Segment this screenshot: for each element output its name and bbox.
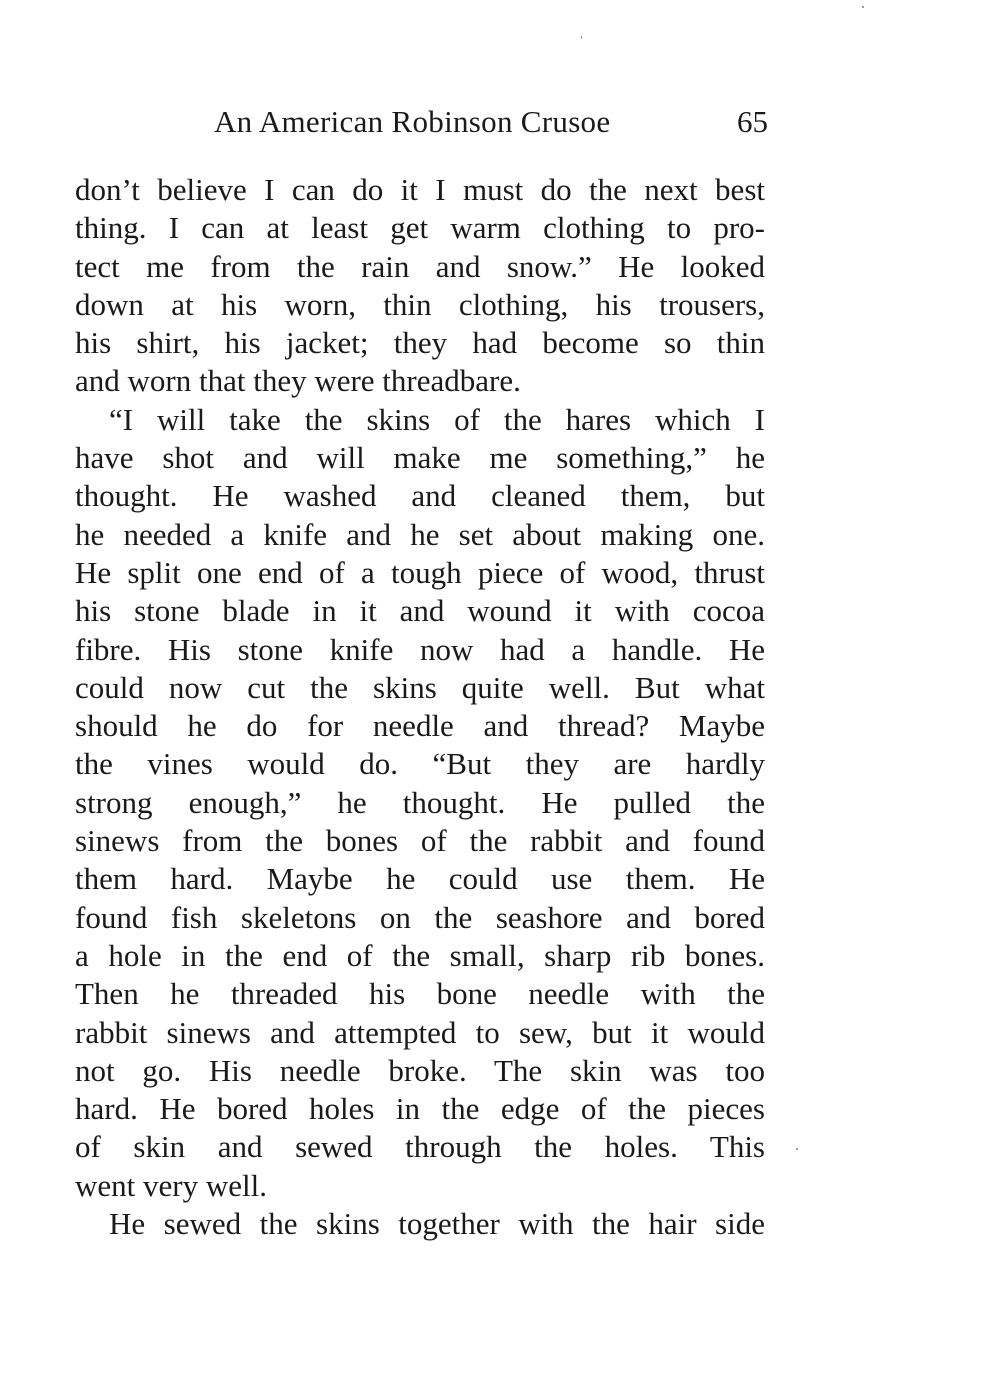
running-head: [0, 100, 981, 144]
text-line: sinews from the bones of the rabbit and found: [75, 823, 765, 859]
text-line: He sewed the skins together with the hair side: [109, 1206, 765, 1242]
text-line: strong enough,” he thought. He pulled the: [75, 784, 765, 820]
body-text: [75, 171, 765, 1243]
text-line: his stone blade in it and wound it with cocoa: [75, 593, 765, 629]
text-line: thing. I can at least get warm clothing to pro-: [75, 210, 765, 246]
text-line: the vines would do. “But they are hardly: [75, 746, 765, 782]
text-line: “I will take the skins of the hares which I: [109, 401, 765, 437]
text-line: a hole in the end of the small, sharp rib bones.: [75, 937, 765, 973]
text-line: fibre. His stone knife now had a handle. He: [75, 631, 765, 667]
text-line: Then he threaded his bone needle with the: [75, 976, 765, 1012]
text-line: tect me from the rain and snow.” He looked: [75, 248, 765, 284]
scan-speck: [796, 1148, 798, 1150]
scan-speck: [581, 36, 582, 39]
text-line: should he do for needle and thread? Maybe: [75, 708, 765, 744]
text-line: hard. He bored holes in the edge of the pieces: [75, 1091, 765, 1127]
text-line: He split one end of a tough piece of wood, thrust: [75, 554, 765, 590]
text-line: down at his worn, thin clothing, his trousers,: [75, 286, 765, 322]
text-line: thought. He washed and cleaned them, but: [75, 478, 765, 514]
text-line: went very well.: [75, 1167, 267, 1203]
text-line: he needed a knife and he set about making one.: [75, 516, 765, 552]
text-line: and worn that they were threadbare.: [75, 363, 521, 399]
text-line: don’t believe I can do it I must do the next best: [75, 172, 765, 207]
text-line: his shirt, his jacket; they had become so thin: [75, 325, 765, 361]
text-line: found fish skeletons on the seashore and bored: [75, 899, 765, 935]
text-line: rabbit sinews and attempted to sew, but it would: [75, 1014, 765, 1050]
text-line: could now cut the skins quite well. But what: [75, 669, 765, 705]
text-line: of skin and sewed through the holes. This: [75, 1129, 765, 1165]
text-line: have shot and will make me something,” he: [75, 440, 765, 476]
text-line: them hard. Maybe he could use them. He: [75, 861, 765, 897]
scan-speck: [862, 6, 864, 8]
running-title: An American Robinson Crusoe: [214, 104, 611, 139]
page-number: 65: [737, 104, 768, 139]
text-line: not go. His needle broke. The skin was too: [75, 1052, 765, 1088]
